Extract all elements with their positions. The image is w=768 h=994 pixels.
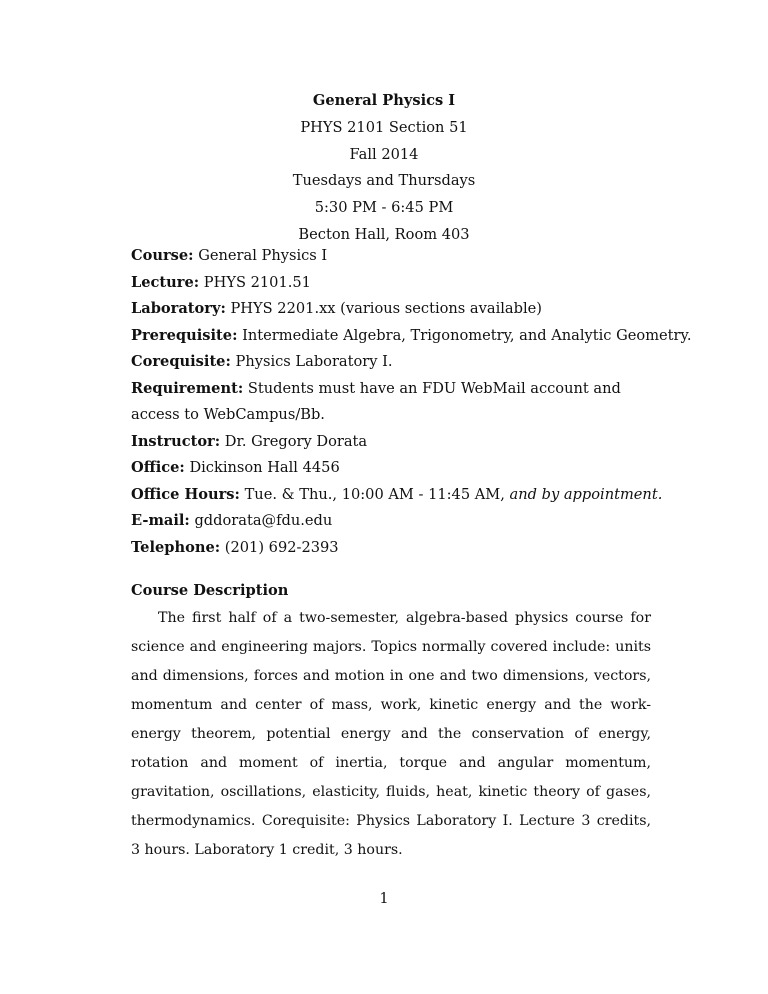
course-description-text: The first half of a two-semester, algebra-based physics course for science and engineering majors. Topics normally covered include: units and dimensions, forces and motion in one and two dimensions, vectors, momentum and center of mass, work, kinetic energy and the work-energy theorem, potential energy and the conservation of energy, rotation and moment of inertia, torque and angular momentum, gravitation, oscillations, elasticity, fluids, heat, kinetic theory of gases, thermodynamics. Corequisite: Physics Laboratory I. Lecture 3 credits, 3 hours. Laboratory 1 credit, 3 hours. bbox=[131, 610, 651, 858]
info-laboratory bbox=[131, 296, 651, 323]
info-laboratory-value: PHYS 2201.xx (various sections available) bbox=[230, 300, 542, 317]
info-telephone bbox=[131, 535, 651, 562]
info-instructor-label: Instructor: bbox=[131, 432, 221, 450]
info-prerequisite-value: Intermediate Algebra, Trigonometry, and Analytic Geometry. bbox=[242, 326, 692, 344]
info-course bbox=[131, 243, 651, 270]
course-description-heading: Course Description bbox=[131, 582, 289, 599]
info-telephone-value: (201) 692-2393 bbox=[224, 538, 339, 556]
info-lecture-label: Lecture: bbox=[131, 273, 200, 291]
info-office-hours-note: and by appointment. bbox=[509, 485, 663, 503]
info-corequisite bbox=[131, 349, 651, 376]
info-instructor-value: Dr. Gregory Dorata bbox=[224, 432, 368, 450]
info-office-hours bbox=[131, 482, 663, 509]
info-requirement-label: Requirement: bbox=[131, 379, 244, 397]
course-description-section bbox=[131, 578, 651, 865]
page-number: 1 bbox=[379, 890, 389, 907]
meeting-time: 5:30 PM - 6:45 PM bbox=[314, 199, 454, 217]
info-email-value: gddorata@fdu.edu bbox=[194, 512, 333, 529]
info-laboratory-label: Laboratory: bbox=[131, 300, 226, 317]
info-corequisite-value: Physics Laboratory I. bbox=[235, 353, 393, 370]
info-corequisite-label: Corequisite: bbox=[131, 353, 231, 370]
course-title: General Physics I bbox=[312, 92, 456, 109]
course-term: Fall 2014 bbox=[349, 145, 419, 163]
info-email bbox=[131, 508, 651, 535]
info-instructor bbox=[131, 429, 651, 456]
info-office-hours-label: Office Hours: bbox=[131, 485, 240, 503]
info-email-label: E-mail: bbox=[131, 512, 190, 529]
meeting-location: Becton Hall, Room 403 bbox=[298, 225, 470, 243]
info-course-value: General Physics I bbox=[198, 247, 328, 264]
course-header bbox=[0, 88, 768, 249]
info-requirement bbox=[131, 376, 651, 429]
info-office-value: Dickinson Hall 4456 bbox=[189, 459, 340, 476]
info-requirement-value: Students must have an FDU WebMail account and access to WebCampus/Bb. bbox=[131, 379, 621, 423]
info-lecture-value: PHYS 2101.51 bbox=[203, 273, 311, 291]
info-telephone-label: Telephone: bbox=[131, 538, 221, 556]
info-office-hours-value: Tue. & Thu., 10:00 AM - 11:45 AM, bbox=[244, 485, 505, 503]
info-prerequisite-label: Prerequisite: bbox=[131, 326, 238, 344]
course-info bbox=[131, 243, 692, 561]
info-office-label: Office: bbox=[131, 459, 185, 476]
meeting-days: Tuesdays and Thursdays bbox=[292, 172, 476, 190]
course-section: PHYS 2101 Section 51 bbox=[300, 118, 468, 136]
info-lecture bbox=[131, 270, 651, 297]
info-prerequisite bbox=[131, 323, 692, 350]
info-office bbox=[131, 455, 651, 482]
info-course-label: Course: bbox=[131, 247, 194, 264]
